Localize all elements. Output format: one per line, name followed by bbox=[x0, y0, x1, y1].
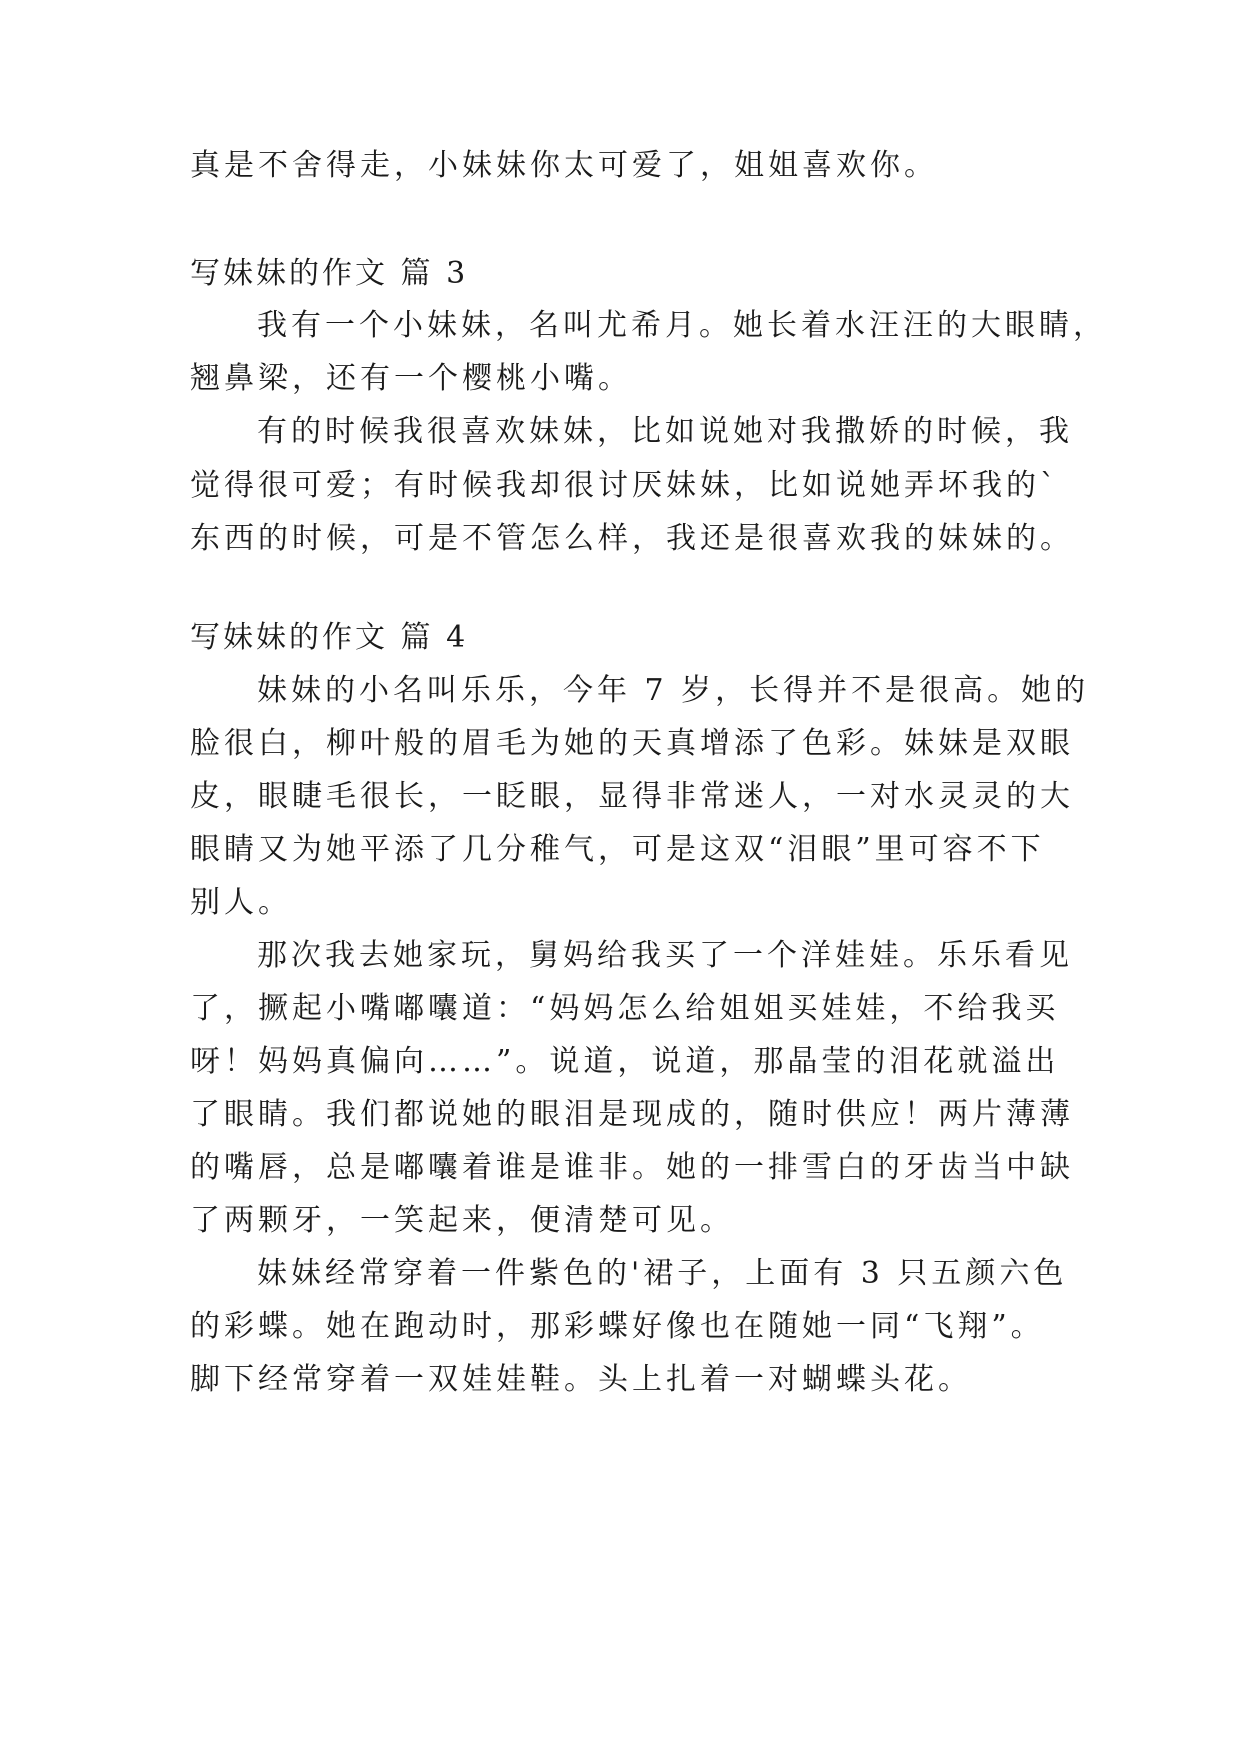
paragraph-line: 有的时候我很喜欢妹妹，比如说她对我撒娇的时候，我 bbox=[257, 414, 1073, 449]
paragraph-line: 的嘴唇，总是嘟囔着谁是谁非。她的一排雪白的牙齿当中缺 bbox=[190, 1150, 1074, 1185]
paragraph-line: 脸很白，柳叶般的眉毛为她的天真增添了色彩。妹妹是双眼 bbox=[190, 726, 1074, 761]
paragraph-line: 那次我去她家玩，舅妈给我买了一个洋娃娃。乐乐看见 bbox=[257, 938, 1073, 973]
paragraph-line: 觉得很可爱；有时候我却很讨厌妹妹，比如说她弄坏我的` bbox=[190, 468, 1059, 503]
paragraph-line: 呀！妈妈真偏向……”。说道，说道，那晶莹的泪花就溢出 bbox=[190, 1044, 1060, 1079]
paragraph-line: 了，撅起小嘴嘟囔道：“妈妈怎么给姐姐买娃娃，不给我买 bbox=[190, 991, 1060, 1026]
paragraph-line: 东西的时候，可是不管怎么样，我还是很喜欢我的妹妹的。 bbox=[190, 521, 1074, 556]
paragraph-line: 了眼睛。我们都说她的眼泪是现成的，随时供应！两片薄薄 bbox=[190, 1097, 1074, 1132]
paragraph-line: 我有一个小妹妹，名叫尤希月。她长着水汪汪的大眼睛， bbox=[257, 308, 1107, 343]
paragraph-line: 妹妹的小名叫乐乐，今年 7 岁，长得并不是很高。她的 bbox=[257, 673, 1090, 708]
section-heading: 写妹妹的作文 篇 3 bbox=[190, 256, 469, 291]
paragraph-line: 妹妹经常穿着一件紫色的'裙子，上面有 3 只五颜六色 bbox=[257, 1256, 1068, 1291]
paragraph-line: 翘鼻梁，还有一个樱桃小嘴。 bbox=[190, 361, 632, 396]
paragraph-line: 别人。 bbox=[190, 885, 292, 920]
paragraph-line: 真是不舍得走，小妹妹你太可爱了，姐姐喜欢你。 bbox=[190, 148, 938, 183]
paragraph-line: 了两颗牙，一笑起来，便清楚可见。 bbox=[190, 1203, 734, 1238]
paragraph-line: 的彩蝶。她在跑动时，那彩蝶好像也在随她一同“飞翔”。 bbox=[190, 1309, 1045, 1344]
paragraph-line: 眼睛又为她平添了几分稚气，可是这双“泪眼”里可容不下 bbox=[190, 832, 1045, 867]
paragraph-line: 皮，眼睫毛很长，一眨眼，显得非常迷人，一对水灵灵的大 bbox=[190, 779, 1074, 814]
section-heading: 写妹妹的作文 篇 4 bbox=[190, 620, 469, 655]
paragraph-line: 脚下经常穿着一双娃娃鞋。头上扎着一对蝴蝶头花。 bbox=[190, 1362, 972, 1397]
